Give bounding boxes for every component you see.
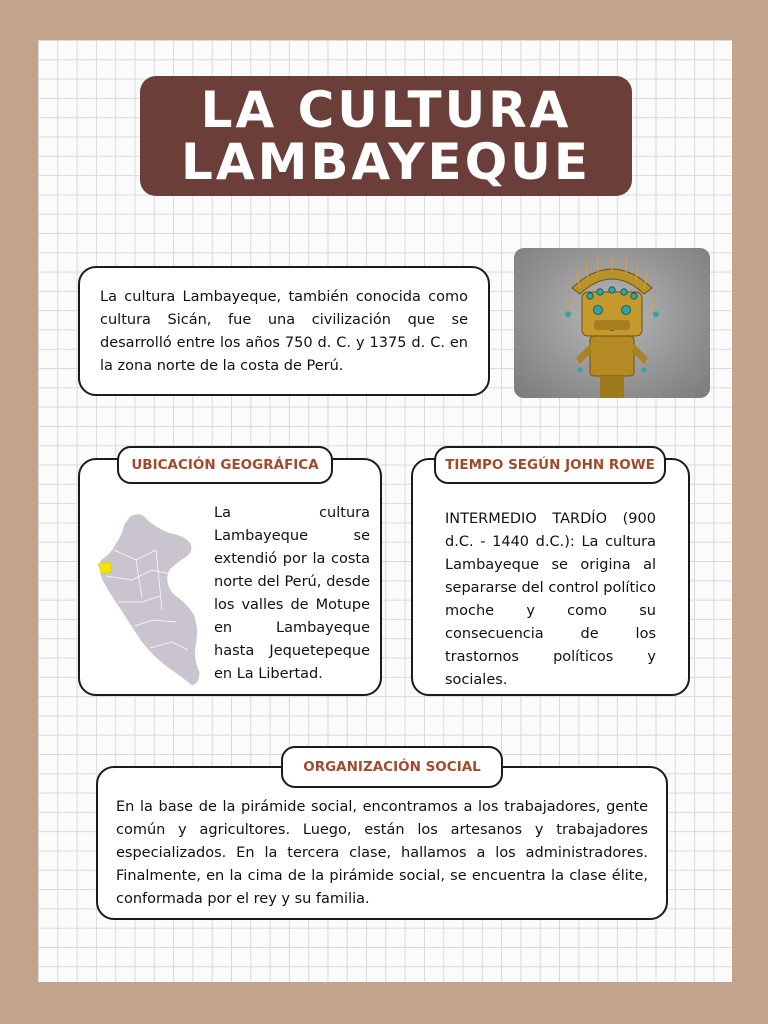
tiempo-text: INTERMEDIO TARDÍO (900 d.C. - 1440 d.C.): La cultura Lambayeque se origina al separarse del control político moche y como su consecuencia de los trastornos políticos y sociales. bbox=[445, 511, 656, 688]
ubicacion-heading: UBICACIÓN GEOGRÁFICA bbox=[117, 446, 333, 484]
intro-text: La cultura Lambayeque, también conocida como cultura Sicán, fue una civilización que se desarrolló entre los años 750 d. C. y 1375 d. C. en la zona norte de la costa de Perú. bbox=[100, 289, 468, 374]
tiempo-heading: TIEMPO SEGÚN JOHN ROWE bbox=[434, 446, 666, 484]
organizacion-heading: ORGANIZACIÓN SOCIAL bbox=[281, 746, 503, 788]
organizacion-text: En la base de la pirámide social, encontramos a los trabajadores, gente común y agricultores. Luego, están los artesanos y trabajadores especializados. En la tercera clase, hallamos a los administradores. Finalmente, en la cima de la pirámide social, se encuentra la clase élite, conformada por el rey y su familia. bbox=[116, 799, 648, 907]
tiempo-card bbox=[411, 458, 690, 696]
organizacion-card bbox=[96, 766, 668, 920]
ubicacion-card bbox=[78, 458, 382, 696]
title-line-2: LAMBAYEQUE bbox=[181, 133, 591, 191]
title-line-1: LA CULTURA bbox=[200, 81, 572, 139]
intro-card bbox=[78, 266, 490, 396]
ubicacion-text: La cultura Lambayeque se extendió por la costa norte del Perú, desde los valles de Motupe en Lambayeque hasta Jequetepeque en La Libertad. bbox=[214, 505, 370, 682]
tumi-figure-drawing bbox=[514, 248, 710, 398]
title-banner bbox=[140, 76, 632, 196]
tumi-gold-figure-image bbox=[514, 248, 710, 398]
peru-map-image bbox=[96, 510, 204, 688]
